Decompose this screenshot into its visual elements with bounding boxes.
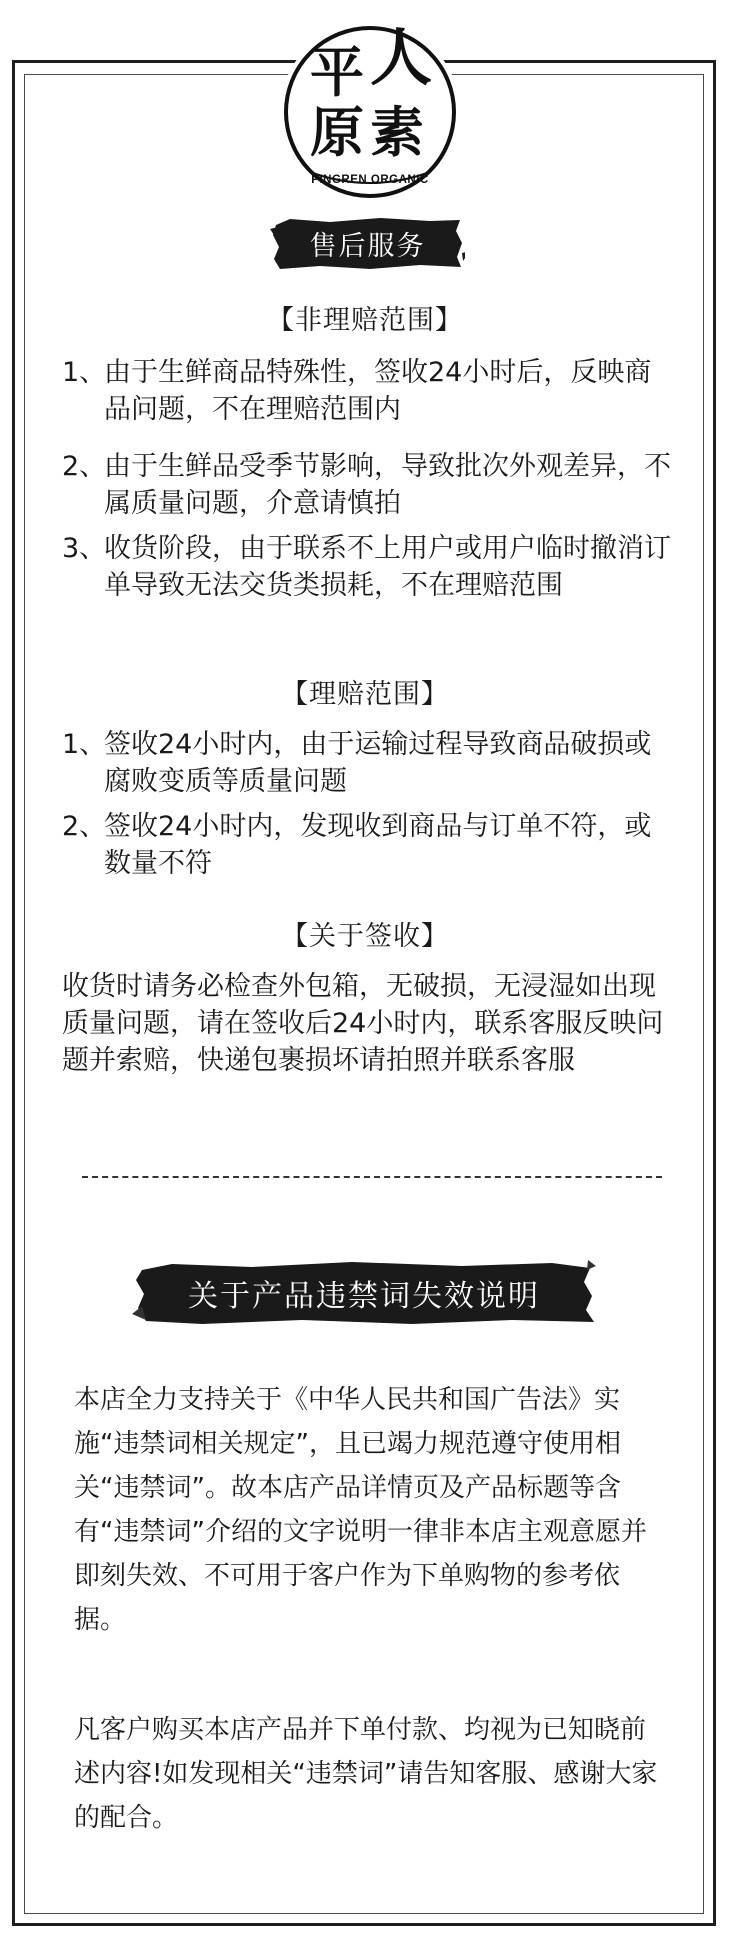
item-text: 签收24小时内，由于运输过程导致商品破损或腐败变质等质量问题 <box>104 729 652 797</box>
list-item <box>62 530 682 641</box>
after-sales-header <box>270 215 465 271</box>
list-item <box>62 808 682 882</box>
logo-char: 人 <box>370 21 433 94</box>
claim-title: 【理赔范围】 <box>281 679 449 710</box>
receipt-title: 【关于签收】 <box>281 921 449 952</box>
item-text: 由于生鲜品受季节影响，导致批次外观差异，不属质量问题，介意请慎拍 <box>104 451 671 519</box>
list-item <box>62 726 682 800</box>
item-number: 3、 <box>62 533 107 564</box>
logo-char: 原 <box>310 100 364 164</box>
item-number: 1、 <box>62 357 107 388</box>
logo-char: 平 <box>310 40 364 104</box>
banned-words-header <box>132 1258 596 1328</box>
item-text: 签收24小时内，发现收到商品与订单不符，或数量不符 <box>104 811 652 879</box>
list-item <box>62 448 682 522</box>
item-text: 由于生鲜商品特殊性，签收24小时后，反映商品问题，不在理赔范围内 <box>104 357 652 425</box>
non-claim-title: 【非理赔范围】 <box>267 305 463 336</box>
item-number: 1、 <box>62 729 107 760</box>
item-number: 2、 <box>62 811 107 842</box>
item-text: 收货阶段，由于联系不上用户或用户临时撤消订单导致无法交货类损耗，不在理赔范围 <box>104 533 671 601</box>
banned-words-paragraph: 本店全力支持关于《中华人民共和国广告法》实施“违禁词相关规定”，且已竭力规范遵守使用相关“违禁词”。故本店产品详情页及产品标题等含有“违禁词”介绍的文字说明一律非本店主观意愿并即刻失效、不可用于客户作为下单购物的参考依据。 <box>74 1385 647 1635</box>
after-sales-title: 售后服务 <box>309 230 426 262</box>
banned-words-paragraph: 凡客户购买本店产品并下单付款、均视为已知晓前述内容!如发现相关“违禁词”请告知客服、感谢大家的配合。 <box>74 1715 658 1833</box>
logo-subtitle: PINGREN ORGANIC <box>311 174 429 186</box>
logo-char: 素 <box>370 100 424 164</box>
item-number: 2、 <box>62 451 107 482</box>
list-item <box>62 354 682 428</box>
dashed-divider <box>82 1176 662 1178</box>
banned-words-title: 关于产品违禁词失效说明 <box>188 1279 540 1314</box>
brand-logo <box>280 22 460 202</box>
receipt-text: 收货时请务必检查外包箱，无破损，无浸湿如出现质量问题，请在签收后24小时内，联系客服反映问题并索赔，快递包裹损坏请拍照并联系客服 <box>62 971 664 1076</box>
